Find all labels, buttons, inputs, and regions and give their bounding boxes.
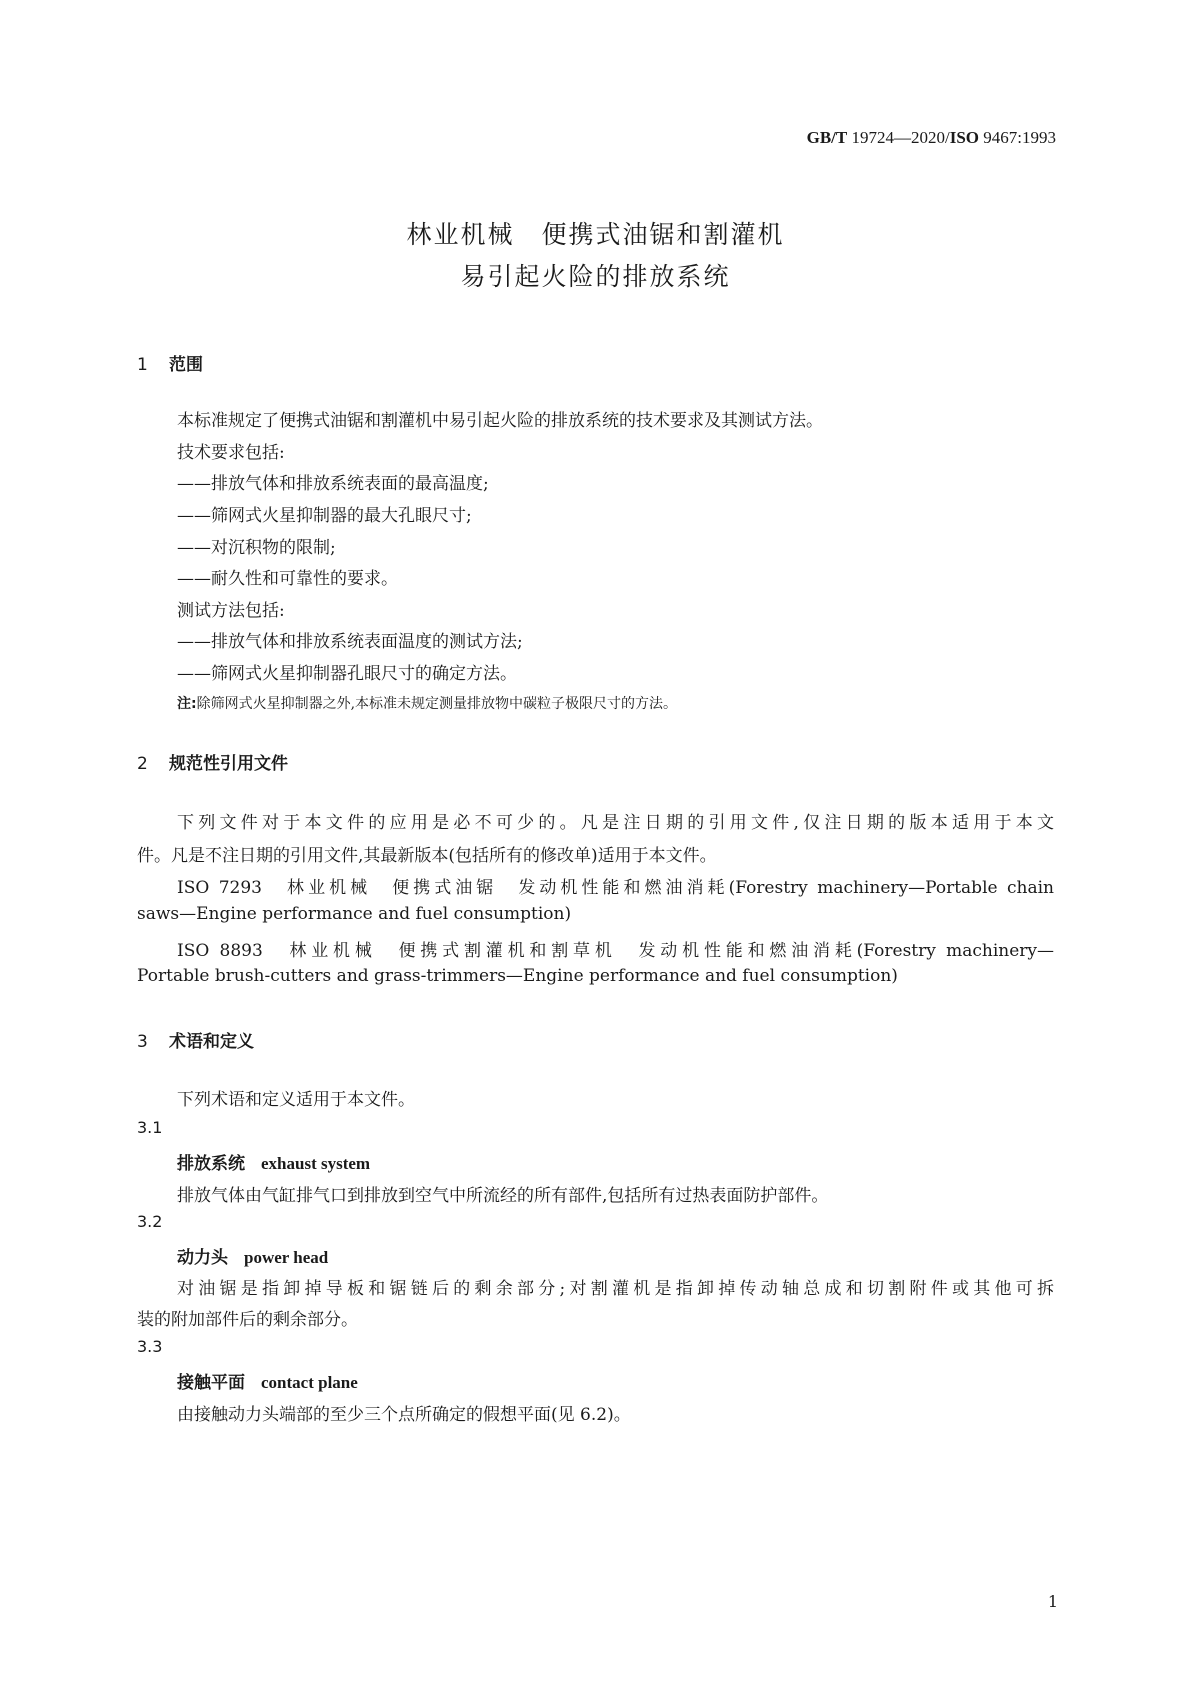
section-2-heading (137, 749, 288, 774)
document-title-line-1: 林业机械 便携式油锯和割灌机 (406, 220, 785, 249)
list-item: ——排放气体和排放系统表面温度的测试方法; (177, 632, 523, 652)
term-number: 3.2 (137, 1212, 163, 1231)
list-item: ——筛网式火星抑制器的最大孔眼尺寸; (177, 506, 472, 526)
term-en: contact plane (261, 1373, 358, 1392)
document-title-line-2: 易引起火险的排放系统 (460, 262, 731, 291)
requirements-label: 技术要求包括: (177, 443, 285, 463)
term-number: 3.3 (137, 1337, 163, 1356)
list-item: ——对沉积物的限制; (177, 538, 336, 558)
note-text: 除筛网式火星抑制器之外,本标准未规定测量排放物中碳粒子极限尺寸的方法。 (196, 696, 678, 712)
reference-iso-8893-line-1: ISO 8893 林业机械 便携式割灌机和割草机 发动机性能和燃油消耗(Forestry machinery— (177, 941, 1054, 961)
section-number: 1 (137, 355, 148, 375)
terms-intro: 下列术语和定义适用于本文件。 (177, 1090, 415, 1110)
section-title: 规范性引用文件 (169, 754, 288, 774)
section-1-heading (137, 350, 203, 375)
term-entry (177, 1149, 370, 1174)
scope-note (177, 693, 677, 713)
list-item: ——筛网式火星抑制器孔眼尺寸的确定方法。 (177, 664, 517, 684)
term-zh: 接触平面 (177, 1373, 245, 1393)
list-item: ——耐久性和可靠性的要求。 (177, 569, 398, 589)
normative-intro-line-2: 件。凡是不注日期的引用文件,其最新版本(包括所有的修改单)适用于本文件。 (137, 846, 717, 866)
term-entry (177, 1243, 328, 1268)
term-definition-cont: 装的附加部件后的剩余部分。 (137, 1310, 358, 1330)
term-definition: 由接触动力头端部的至少三个点所确定的假想平面(见 6.2)。 (177, 1405, 631, 1425)
test-methods-label: 测试方法包括: (177, 601, 285, 621)
reference-iso-8893-line-2: Portable brush-cutters and grass-trimmers—Engine performance and fuel consumption) (137, 966, 898, 986)
term-en: exhaust system (261, 1154, 371, 1173)
term-definition: 对油锯是指卸掉导板和锯链后的剩余部分;对割灌机是指卸掉传动轴总成和切割附件或其他可拆 (177, 1279, 1054, 1299)
section-number: 2 (137, 754, 148, 774)
list-item: ——排放气体和排放系统表面的最高温度; (177, 474, 489, 494)
section-title: 术语和定义 (169, 1032, 254, 1052)
reference-iso-7293-line-2: saws—Engine performance and fuel consumption) (137, 904, 572, 924)
term-definition: 排放气体由气缸排气口到排放到空气中所流经的所有部件,包括所有过热表面防护部件。 (177, 1186, 829, 1206)
reference-iso-7293-line-1: ISO 7293 林业机械 便携式油锯 发动机性能和燃油消耗(Forestry machinery—Portable chain (177, 878, 1054, 898)
term-en: power head (244, 1248, 329, 1267)
note-label: 注: (177, 696, 197, 712)
section-number: 3 (137, 1032, 148, 1052)
standard-code: GB/T 19724—2020/ISO 9467:1993 (806, 128, 1056, 147)
normative-intro-line-1: 下列文件对于本文件的应用是必不可少的。凡是注日期的引用文件,仅注日期的版本适用于本文 (177, 813, 1054, 833)
term-number: 3.1 (137, 1118, 163, 1137)
term-entry (177, 1368, 358, 1393)
term-zh: 排放系统 (177, 1154, 245, 1174)
section-3-heading (137, 1027, 254, 1052)
page-number: 1 (1047, 1592, 1058, 1611)
scope-intro: 本标准规定了便携式油锯和割灌机中易引起火险的排放系统的技术要求及其测试方法。 (177, 411, 823, 431)
term-zh: 动力头 (177, 1248, 228, 1268)
section-title: 范围 (169, 355, 203, 375)
